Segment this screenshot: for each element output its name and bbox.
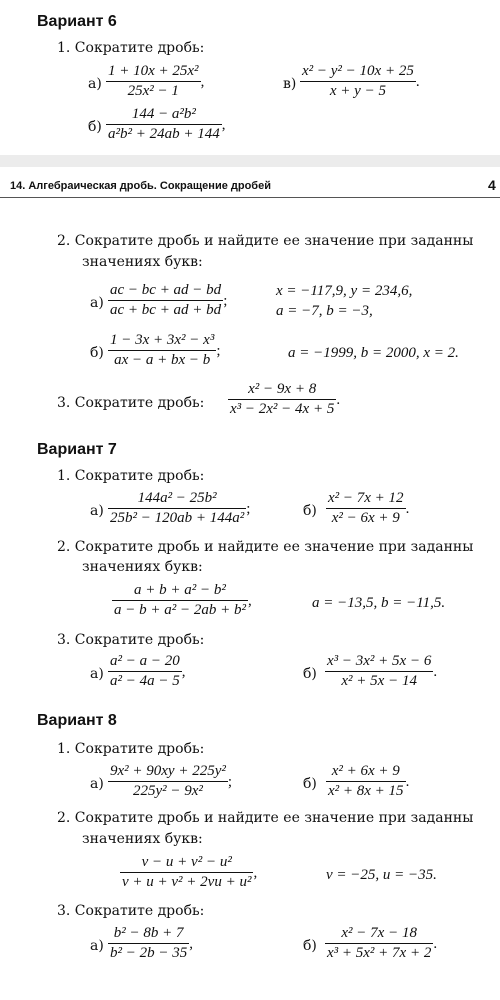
numerator: x³ − 3x² + 5x − 6	[327, 653, 432, 669]
p2-fraction-a	[108, 282, 227, 319]
denominator: x³ − 2x² − 4x + 5	[230, 401, 335, 417]
p2-conditions-a-line1: x = −117,9, y = 234,6,	[276, 283, 413, 299]
variant-6-title: Вариант 6	[37, 13, 117, 30]
v6-fraction-b	[106, 106, 226, 143]
page-divider	[0, 155, 500, 167]
v7-conditions-2: a = −13,5, b = −11,5.	[312, 595, 446, 611]
denominator: a² − 4a − 5	[110, 673, 180, 689]
variant-7-title: Вариант 7	[37, 441, 117, 458]
v8-label-3b: б)	[303, 938, 317, 954]
denominator: x² − 6x + 9	[331, 510, 400, 526]
v7-label-a: а)	[90, 503, 104, 519]
p2-fraction-b	[108, 332, 221, 369]
punct: ,	[253, 865, 258, 881]
v7-label-3a: а)	[90, 666, 104, 682]
v7-fraction-3a	[108, 653, 186, 690]
v8-label-a: а)	[90, 776, 104, 792]
p2-fraction-3	[228, 381, 340, 418]
p2-label-b: б)	[90, 345, 104, 361]
v6-label-a: а)	[88, 76, 102, 92]
numerator: 1 − 3x + 3x² − x³	[110, 332, 215, 348]
page-number: 4	[488, 177, 496, 193]
punct: .	[433, 664, 438, 680]
numerator: a + b + a² − b²	[134, 582, 226, 598]
variant-8-title: Вариант 8	[37, 712, 117, 729]
v7-fraction-a	[108, 490, 250, 527]
numerator: x² − y² − 10x + 25	[302, 63, 414, 79]
denominator: a − b + a² − 2ab + b²	[114, 602, 246, 618]
v8-label-3a: а)	[90, 938, 104, 954]
denominator: ax − a + bx − b	[114, 352, 211, 368]
denominator: a²b² + 24ab + 144	[108, 126, 220, 142]
v8-fraction-b	[326, 763, 409, 800]
denominator: ac + bc + ad + bd	[110, 302, 222, 318]
punct: ,	[200, 74, 205, 90]
v6-label-b: б)	[88, 119, 102, 135]
v7-fraction-2	[112, 582, 252, 619]
v8-fraction-a	[108, 763, 232, 800]
v8-conditions-2: v = −25, u = −35.	[326, 867, 437, 883]
punct: .	[405, 501, 410, 517]
numerator: 144 − a²b²	[131, 106, 196, 122]
punct: .	[433, 936, 438, 952]
punct: ,	[221, 117, 226, 133]
v8-task-3: 3. Сократите дробь:	[57, 903, 205, 919]
numerator: x² − 7x + 12	[328, 490, 404, 506]
page-header: 14. Алгебраическая дробь. Сокращение дробей	[10, 180, 271, 192]
numerator: 1 + 10x + 25x²	[108, 63, 199, 79]
v8-label-b: б)	[303, 776, 317, 792]
v7-task-2-line1: 2. Сократите дробь и найдите ее значение при заданны	[57, 539, 474, 555]
v7-label-3b: б)	[303, 666, 317, 682]
punct: ;	[246, 501, 251, 517]
p2-task-2-line1: 2. Сократите дробь и найдите ее значение при заданны	[57, 233, 474, 249]
denominator: v + u + v² + 2vu + u²	[122, 874, 252, 890]
punct: ;	[227, 774, 233, 790]
denominator: x² + 8x + 15	[328, 783, 404, 799]
p2-task-3: 3. Сократите дробь:	[57, 395, 205, 411]
denominator: 25b² − 120ab + 144a²	[110, 510, 245, 526]
v7-task-2-line2: значениях букв:	[82, 559, 203, 575]
p2-conditions-b: a = −1999, b = 2000, x = 2.	[288, 345, 459, 361]
v8-task-2-line2: значениях букв:	[82, 831, 203, 847]
numerator: v − u + v² − u²	[141, 854, 232, 870]
numerator: x² + 6x + 9	[331, 763, 400, 779]
numerator: ac − bc + ad − bd	[110, 282, 222, 298]
v7-fraction-b	[326, 490, 409, 527]
numerator: 144a² − 25b²	[137, 490, 217, 506]
v8-task-1: 1. Сократите дробь:	[57, 741, 205, 757]
denominator: 225y² − 9x²	[132, 783, 203, 799]
denominator: 25x² − 1	[127, 83, 179, 99]
header-rule	[0, 197, 500, 198]
v6-fraction-v	[300, 63, 420, 100]
v6-task-1: 1. Сократите дробь:	[57, 40, 205, 56]
p2-task-2-line2: значениях букв:	[82, 254, 203, 270]
punct: ;	[223, 293, 228, 309]
punct: .	[336, 392, 341, 408]
p2-label-a: а)	[90, 295, 104, 311]
v6-fraction-a	[106, 63, 204, 100]
v8-task-2-line1: 2. Сократите дробь и найдите ее значение при заданны	[57, 810, 474, 826]
denominator: x + y − 5	[329, 83, 386, 99]
punct: ,	[181, 664, 186, 680]
p2-conditions-a-line2: a = −7, b = −3,	[276, 303, 373, 319]
v7-label-b: б)	[303, 503, 317, 519]
v8-fraction-2	[120, 854, 257, 891]
v8-fraction-3a	[108, 925, 193, 962]
denominator: x³ + 5x² + 7x + 2	[327, 945, 432, 961]
v6-label-v: в)	[283, 76, 297, 92]
denominator: b² − 2b − 35	[110, 945, 188, 961]
punct: ;	[216, 343, 221, 359]
numerator: 9x² + 90xy + 225y²	[110, 763, 226, 779]
punct: .	[415, 74, 420, 90]
v7-fraction-3b	[325, 653, 437, 690]
punct: ,	[247, 593, 252, 609]
punct: .	[405, 774, 410, 790]
numerator: a² − a − 20	[110, 653, 180, 669]
punct: ,	[189, 936, 193, 952]
v8-fraction-3b	[325, 925, 437, 962]
numerator: x² − 7x − 18	[341, 925, 417, 941]
v7-task-1: 1. Сократите дробь:	[57, 468, 205, 484]
numerator: b² − 8b + 7	[113, 925, 184, 941]
v7-task-3: 3. Сократите дробь:	[57, 632, 205, 648]
denominator: x² + 5x − 14	[341, 673, 417, 689]
numerator: x² − 9x + 8	[248, 381, 317, 397]
